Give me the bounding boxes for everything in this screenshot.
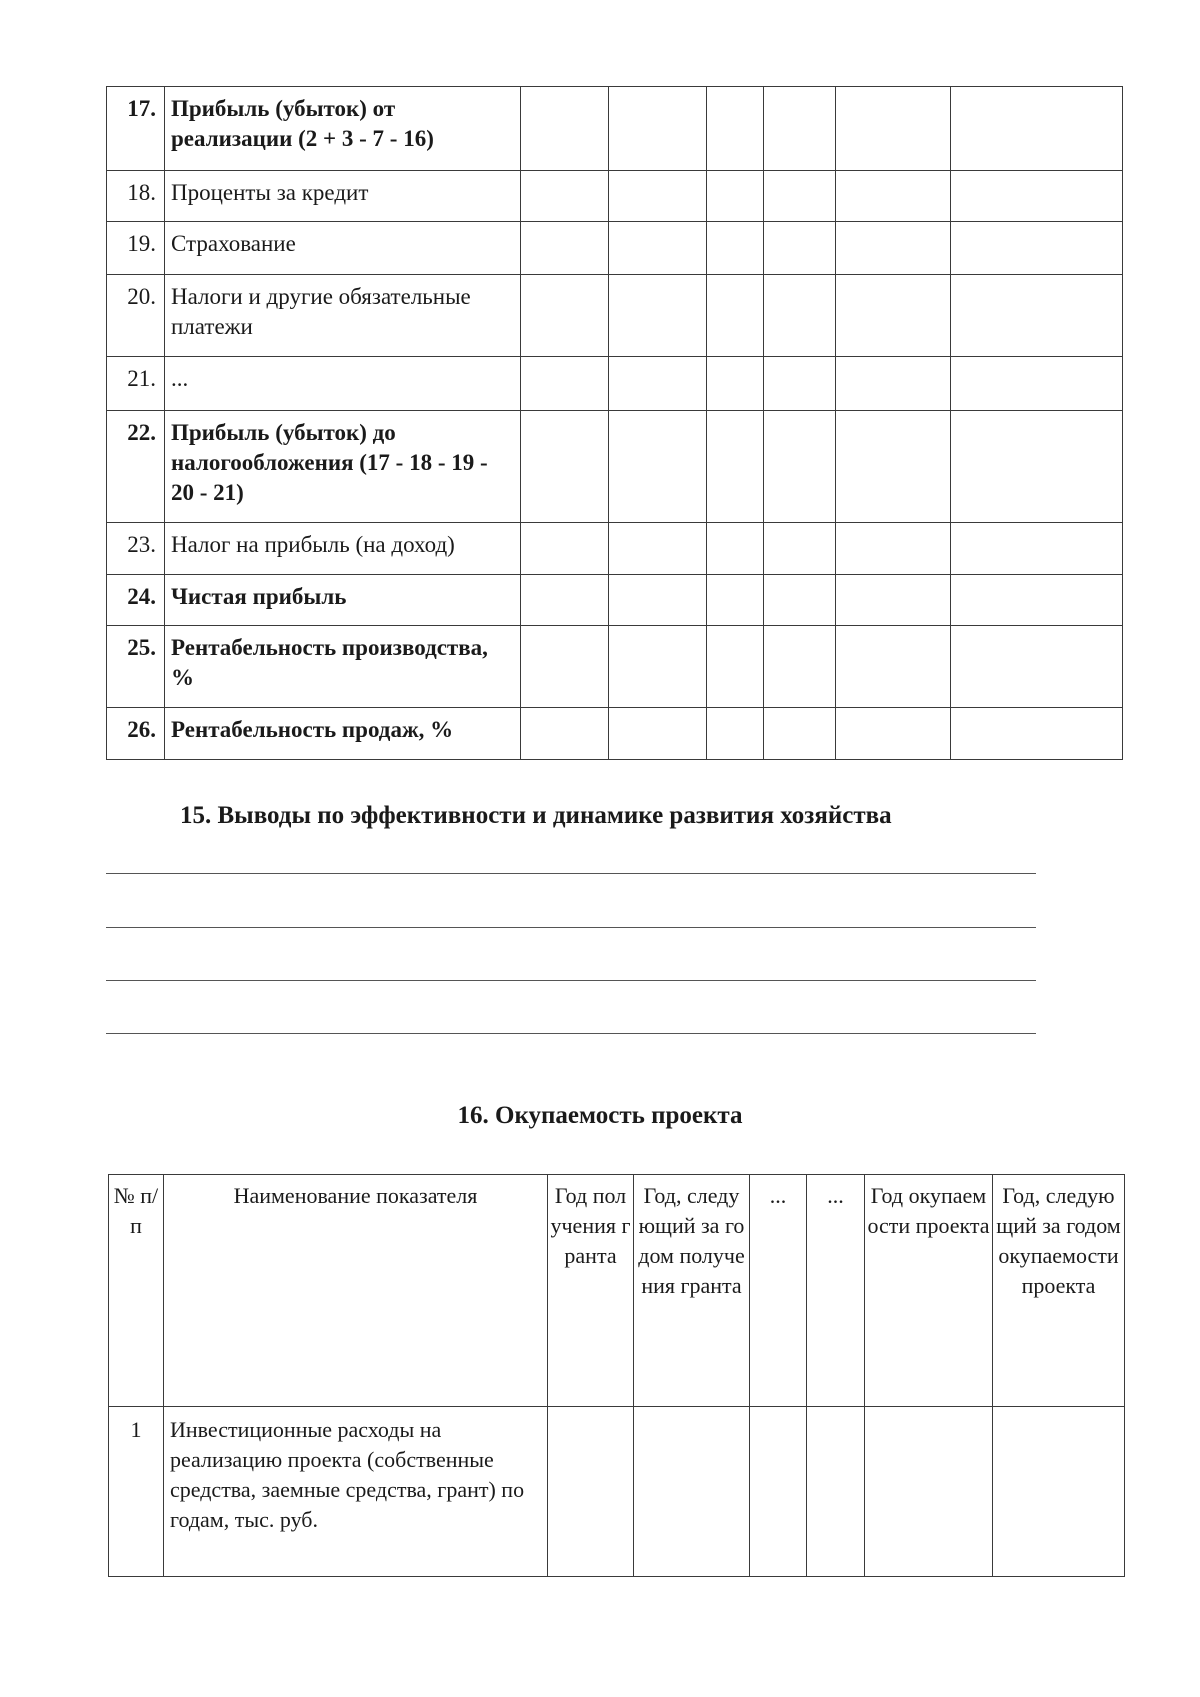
value-cell[interactable] bbox=[609, 87, 707, 171]
header-ellipsis: ... bbox=[750, 1175, 807, 1407]
table-row bbox=[107, 411, 1123, 523]
table-row bbox=[107, 171, 1123, 222]
value-cell[interactable] bbox=[951, 411, 1123, 523]
value-cell[interactable] bbox=[807, 1407, 865, 1577]
value-cell[interactable] bbox=[609, 222, 707, 275]
row-number: 17. bbox=[107, 87, 165, 171]
value-cell[interactable] bbox=[521, 87, 609, 171]
row-number: 1 bbox=[109, 1407, 164, 1577]
value-cell[interactable] bbox=[836, 357, 951, 411]
row-number: 21. bbox=[107, 357, 165, 411]
value-cell[interactable] bbox=[707, 357, 764, 411]
value-cell[interactable] bbox=[707, 626, 764, 708]
header-grant-year: Год получения гранта bbox=[548, 1175, 634, 1407]
header-name: Наименование показателя bbox=[164, 1175, 548, 1407]
row-label: Налоги и другие обязательные платежи bbox=[165, 275, 521, 357]
row-label: Прибыль (убыток) до налогообложения (17 - 18 - 19 - 20 - 21) bbox=[165, 411, 521, 523]
value-cell[interactable] bbox=[750, 1407, 807, 1577]
value-cell[interactable] bbox=[764, 575, 836, 626]
row-label: Прибыль (убыток) от реализации (2 + 3 - 7 - 16) bbox=[165, 87, 521, 171]
value-cell[interactable] bbox=[521, 575, 609, 626]
value-cell[interactable] bbox=[764, 523, 836, 575]
writing-line[interactable] bbox=[106, 1033, 1036, 1034]
row-label: Проценты за кредит bbox=[165, 171, 521, 222]
value-cell[interactable] bbox=[764, 87, 836, 171]
value-cell[interactable] bbox=[836, 275, 951, 357]
header-next-year: Год, следующий за годом получения гранта bbox=[634, 1175, 750, 1407]
row-number: 22. bbox=[107, 411, 165, 523]
row-number: 23. bbox=[107, 523, 165, 575]
row-label: ... bbox=[165, 357, 521, 411]
header-num: № п/п bbox=[109, 1175, 164, 1407]
value-cell[interactable] bbox=[764, 275, 836, 357]
value-cell[interactable] bbox=[521, 411, 609, 523]
table-row bbox=[107, 222, 1123, 275]
value-cell[interactable] bbox=[951, 275, 1123, 357]
writing-line[interactable] bbox=[106, 873, 1036, 874]
value-cell[interactable] bbox=[951, 171, 1123, 222]
value-cell[interactable] bbox=[609, 575, 707, 626]
value-cell[interactable] bbox=[521, 626, 609, 708]
table-row bbox=[107, 275, 1123, 357]
row-label: Рентабельность производства, % bbox=[165, 626, 521, 708]
value-cell[interactable] bbox=[521, 523, 609, 575]
value-cell[interactable] bbox=[836, 626, 951, 708]
value-cell[interactable] bbox=[836, 222, 951, 275]
row-label: Чистая прибыль bbox=[165, 575, 521, 626]
value-cell[interactable] bbox=[521, 275, 609, 357]
value-cell[interactable] bbox=[951, 708, 1123, 760]
value-cell[interactable] bbox=[609, 275, 707, 357]
section-16-title: 16. Окупаемость проекта bbox=[457, 1102, 743, 1129]
value-cell[interactable] bbox=[707, 87, 764, 171]
value-cell[interactable] bbox=[521, 357, 609, 411]
value-cell[interactable] bbox=[707, 708, 764, 760]
value-cell[interactable] bbox=[951, 626, 1123, 708]
table-header-row bbox=[109, 1175, 1125, 1407]
writing-line[interactable] bbox=[106, 980, 1036, 981]
value-cell[interactable] bbox=[836, 708, 951, 760]
row-number: 20. bbox=[107, 275, 165, 357]
value-cell[interactable] bbox=[707, 222, 764, 275]
value-cell[interactable] bbox=[993, 1407, 1125, 1577]
value-cell[interactable] bbox=[609, 708, 707, 760]
payback-table bbox=[108, 1174, 1125, 1577]
value-cell[interactable] bbox=[764, 411, 836, 523]
value-cell[interactable] bbox=[764, 171, 836, 222]
table-row bbox=[107, 87, 1123, 171]
value-cell[interactable] bbox=[707, 275, 764, 357]
row-number: 25. bbox=[107, 626, 165, 708]
value-cell[interactable] bbox=[521, 171, 609, 222]
value-cell[interactable] bbox=[865, 1407, 993, 1577]
financial-results-table bbox=[106, 86, 1123, 760]
header-ellipsis: ... bbox=[807, 1175, 865, 1407]
value-cell[interactable] bbox=[764, 708, 836, 760]
row-label: Рентабельность продаж, % bbox=[165, 708, 521, 760]
row-label: Инвестиционные расходы на реализацию проекта (собственные средства, заемные средства, грант) по годам, тыс. руб. bbox=[164, 1407, 548, 1577]
row-label: Налог на прибыль (на доход) bbox=[165, 523, 521, 575]
value-cell[interactable] bbox=[609, 411, 707, 523]
value-cell[interactable] bbox=[836, 575, 951, 626]
table-row bbox=[107, 708, 1123, 760]
header-payback-year: Год окупаемости проекта bbox=[865, 1175, 993, 1407]
value-cell[interactable] bbox=[609, 626, 707, 708]
value-cell[interactable] bbox=[764, 222, 836, 275]
value-cell[interactable] bbox=[707, 575, 764, 626]
value-cell[interactable] bbox=[521, 708, 609, 760]
value-cell[interactable] bbox=[707, 171, 764, 222]
header-after-payback-year: Год, следующий за годом окупаемости проекта bbox=[993, 1175, 1125, 1407]
value-cell[interactable] bbox=[836, 87, 951, 171]
table-row bbox=[107, 357, 1123, 411]
value-cell[interactable] bbox=[836, 411, 951, 523]
value-cell[interactable] bbox=[764, 357, 836, 411]
value-cell[interactable] bbox=[836, 523, 951, 575]
row-number: 19. bbox=[107, 222, 165, 275]
value-cell[interactable] bbox=[951, 222, 1123, 275]
value-cell[interactable] bbox=[609, 357, 707, 411]
table-row bbox=[107, 575, 1123, 626]
value-cell[interactable] bbox=[634, 1407, 750, 1577]
section-15-title: 15. Выводы по эффективности и динамике развития хозяйства bbox=[180, 802, 892, 829]
value-cell[interactable] bbox=[707, 411, 764, 523]
table-row bbox=[109, 1407, 1125, 1577]
row-number: 24. bbox=[107, 575, 165, 626]
table-row bbox=[107, 523, 1123, 575]
value-cell[interactable] bbox=[951, 575, 1123, 626]
row-number: 18. bbox=[107, 171, 165, 222]
value-cell[interactable] bbox=[521, 222, 609, 275]
row-number: 26. bbox=[107, 708, 165, 760]
value-cell[interactable] bbox=[951, 357, 1123, 411]
value-cell[interactable] bbox=[609, 523, 707, 575]
value-cell[interactable] bbox=[836, 171, 951, 222]
value-cell[interactable] bbox=[609, 171, 707, 222]
writing-line[interactable] bbox=[106, 927, 1036, 928]
row-label: Страхование bbox=[165, 222, 521, 275]
value-cell[interactable] bbox=[707, 523, 764, 575]
value-cell[interactable] bbox=[951, 523, 1123, 575]
value-cell[interactable] bbox=[548, 1407, 634, 1577]
value-cell[interactable] bbox=[951, 87, 1123, 171]
value-cell[interactable] bbox=[764, 626, 836, 708]
table-row bbox=[107, 626, 1123, 708]
